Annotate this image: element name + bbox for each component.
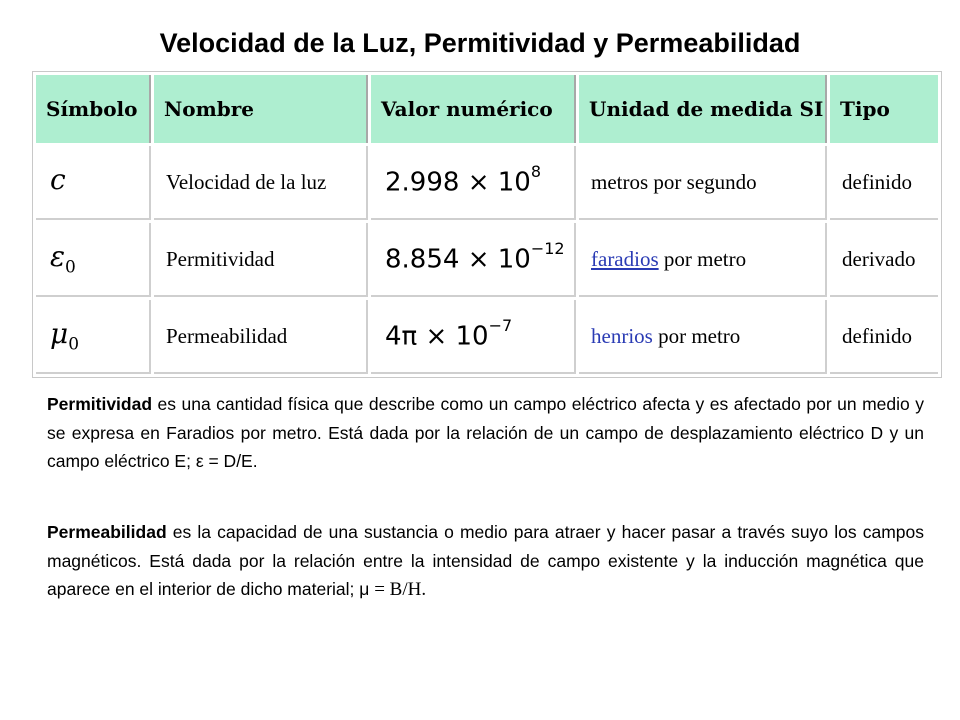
value-cell xyxy=(371,146,576,220)
value-cell xyxy=(371,300,576,374)
unit-text: por metro xyxy=(658,246,747,271)
symbol: c xyxy=(50,163,66,197)
value-cell xyxy=(371,223,576,297)
header-valor: Valor numérico xyxy=(371,75,576,143)
type-cell: definido xyxy=(830,300,938,374)
value-base: 2.998 × 10 xyxy=(385,167,531,198)
symbol-subscript: 0 xyxy=(68,334,80,355)
unit-cell xyxy=(579,146,827,220)
value-base: 8.854 × 10 xyxy=(385,244,531,275)
table-row xyxy=(36,300,938,374)
header-simbolo: Símbolo xyxy=(36,75,151,143)
symbol: ε xyxy=(50,240,66,274)
unit-link-faradios[interactable]: faradios xyxy=(591,246,659,271)
symbol-cell xyxy=(36,146,151,220)
formula: = B/H. xyxy=(374,579,427,600)
symbol-cell xyxy=(36,300,151,374)
symbol-subscript: 0 xyxy=(65,257,76,278)
table-row xyxy=(36,146,938,220)
value-base: 4π × 10 xyxy=(385,321,489,352)
permeabilidad-paragraph xyxy=(47,518,924,605)
value-exponent: 8 xyxy=(530,162,542,182)
table-header-row xyxy=(36,75,938,143)
name-cell: Permitividad xyxy=(154,223,368,297)
value-exponent: −7 xyxy=(488,316,513,336)
formula: ε = D/E. xyxy=(195,451,258,471)
header-tipo: Tipo xyxy=(830,75,938,143)
value-exponent: −12 xyxy=(530,239,565,259)
unit-cell xyxy=(579,300,827,374)
constants-table xyxy=(33,72,941,377)
page-title: Velocidad de la Luz, Permitividad y Permeabilidad xyxy=(159,28,801,58)
unit-text: por metro xyxy=(652,323,741,348)
paragraph-text: es la capacidad de una sustancia o medio para atraer y hacer pasar a través suyo los campos magnéticos. Está dada por la relación entre la intensidad de campo existente y la inducción magnética que aparece en el interior de dicho material; μ xyxy=(47,522,924,599)
paragraph-text: es una cantidad física que describe como un campo eléctrico afecta y es afectado por un medio y se expresa en Faradios por metro. Está dada por la relación de un campo de desplazamiento eléctrico D y un campo eléctrico E; xyxy=(47,394,924,471)
term-permitividad: Permitividad xyxy=(47,394,153,414)
unit-text: metros por segundo xyxy=(591,169,757,194)
permitividad-paragraph xyxy=(47,390,924,476)
header-nombre: Nombre xyxy=(154,75,368,143)
type-cell: definido xyxy=(830,146,938,220)
symbol: μ xyxy=(50,317,69,351)
symbol-cell xyxy=(36,223,151,297)
unit-cell xyxy=(579,223,827,297)
unit-link-henrios[interactable]: henrios xyxy=(591,323,653,348)
table-row xyxy=(36,223,938,297)
type-cell: derivado xyxy=(830,223,938,297)
term-permeabilidad: Permeabilidad xyxy=(47,522,167,542)
name-cell: Permeabilidad xyxy=(154,300,368,374)
header-unidad: Unidad de medida SI xyxy=(579,75,827,143)
name-cell: Velocidad de la luz xyxy=(154,146,368,220)
